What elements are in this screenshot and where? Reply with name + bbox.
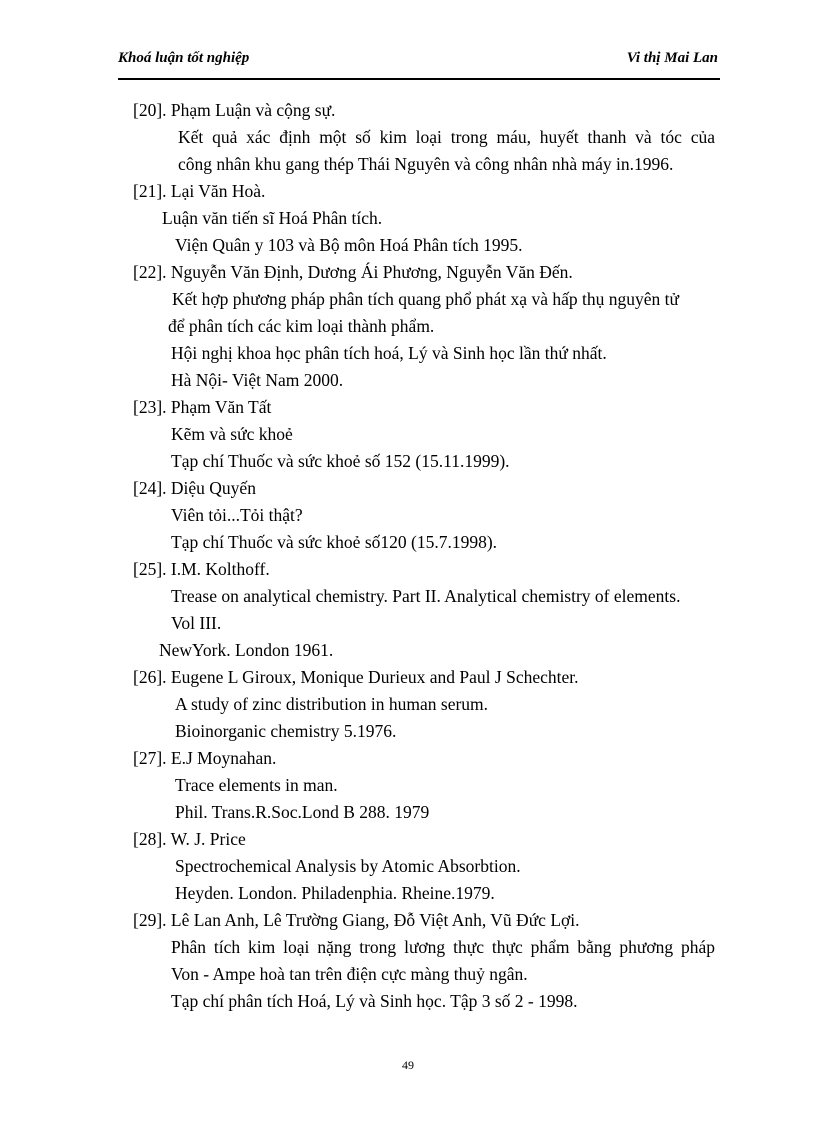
reference-29-line: Von - Ampe hoà tan trên điện cực màng thuỷ ngân. bbox=[171, 964, 528, 984]
reference-21-heading: [21]. Lại Văn Hoà. bbox=[133, 181, 266, 201]
header-divider bbox=[118, 78, 720, 80]
reference-29-heading: [29]. Lê Lan Anh, Lê Trường Giang, Đỗ Việt Anh, Vũ Đức Lợi. bbox=[133, 910, 580, 930]
page-header bbox=[118, 47, 720, 73]
reference-27-line: Trace elements in man. bbox=[175, 775, 338, 795]
reference-26-line: A study of zinc distribution in human serum. bbox=[175, 694, 489, 714]
reference-22-heading: [22]. Nguyễn Văn Định, Dương Ái Phương, Nguyễn Văn Đến. bbox=[133, 262, 573, 282]
header-author-name: Vi thị Mai Lan bbox=[626, 50, 718, 66]
reference-21-line: Luận văn tiến sĩ Hoá Phân tích. bbox=[162, 208, 383, 228]
reference-28-heading: [28]. W. J. Price bbox=[133, 829, 246, 849]
page-number: 49 bbox=[402, 1058, 414, 1072]
reference-27-line: Phil. Trans.R.Soc.Lond B 288. 1979 bbox=[175, 802, 430, 822]
reference-25-line: NewYork. London 1961. bbox=[159, 640, 334, 660]
reference-26-line: Bioinorganic chemistry 5.1976. bbox=[175, 721, 397, 741]
reference-28-line: Heyden. London. Philadenphia. Rheine.1979. bbox=[175, 883, 495, 903]
header-thesis-title: Khoá luận tốt nghiệp bbox=[118, 50, 250, 66]
reference-25-line: Trease on analytical chemistry. Part II. Analytical chemistry of elements. bbox=[171, 586, 681, 606]
reference-22-line: Hội nghị khoa học phân tích hoá, Lý và Sinh học lần thứ nhất. bbox=[171, 343, 607, 363]
reference-22-line: để phân tích các kim loại thành phẩm. bbox=[168, 316, 435, 336]
reference-25-line: Vol III. bbox=[171, 613, 222, 633]
reference-28-line: Spectrochemical Analysis by Atomic Absorbtion. bbox=[175, 856, 521, 876]
reference-22-line: Kết hợp phương pháp phân tích quang phổ phát xạ và hấp thụ nguyên tử bbox=[172, 289, 679, 309]
reference-20-heading: [20]. Phạm Luận và cộng sự. bbox=[133, 100, 336, 120]
reference-23-line: Kẽm và sức khoẻ bbox=[171, 424, 293, 444]
reference-20-line: công nhân khu gang thép Thái Nguyên và công nhân nhà máy in.1996. bbox=[178, 154, 674, 174]
reference-29-line: Phân tích kim loại nặng trong lương thực thực phẩm bằng phương pháp bbox=[171, 937, 715, 957]
reference-24-line: Viên tỏi...Tỏi thật? bbox=[171, 505, 303, 525]
reference-24-line: Tạp chí Thuốc và sức khoẻ số120 (15.7.1998). bbox=[171, 532, 498, 552]
reference-25-heading: [25]. I.M. Kolthoff. bbox=[133, 559, 270, 579]
reference-22-line: Hà Nội- Việt Nam 2000. bbox=[171, 370, 344, 390]
reference-24-heading: [24]. Diệu Quyến bbox=[133, 478, 256, 498]
reference-26-heading: [26]. Eugene L Giroux, Monique Durieux and Paul J Schechter. bbox=[133, 667, 579, 687]
reference-27-heading: [27]. E.J Moynahan. bbox=[133, 748, 277, 768]
reference-29-line: Tạp chí phân tích Hoá, Lý và Sinh học. Tập 3 số 2 - 1998. bbox=[171, 991, 578, 1011]
reference-23-heading: [23]. Phạm Văn Tất bbox=[133, 397, 272, 417]
reference-20-line: Kết quả xác định một số kim loại trong máu, huyết thanh và tóc của bbox=[178, 127, 715, 147]
reference-23-line: Tạp chí Thuốc và sức khoẻ số 152 (15.11.1999). bbox=[171, 451, 510, 471]
reference-21-line: Viện Quân y 103 và Bộ môn Hoá Phân tích 1995. bbox=[175, 235, 523, 255]
